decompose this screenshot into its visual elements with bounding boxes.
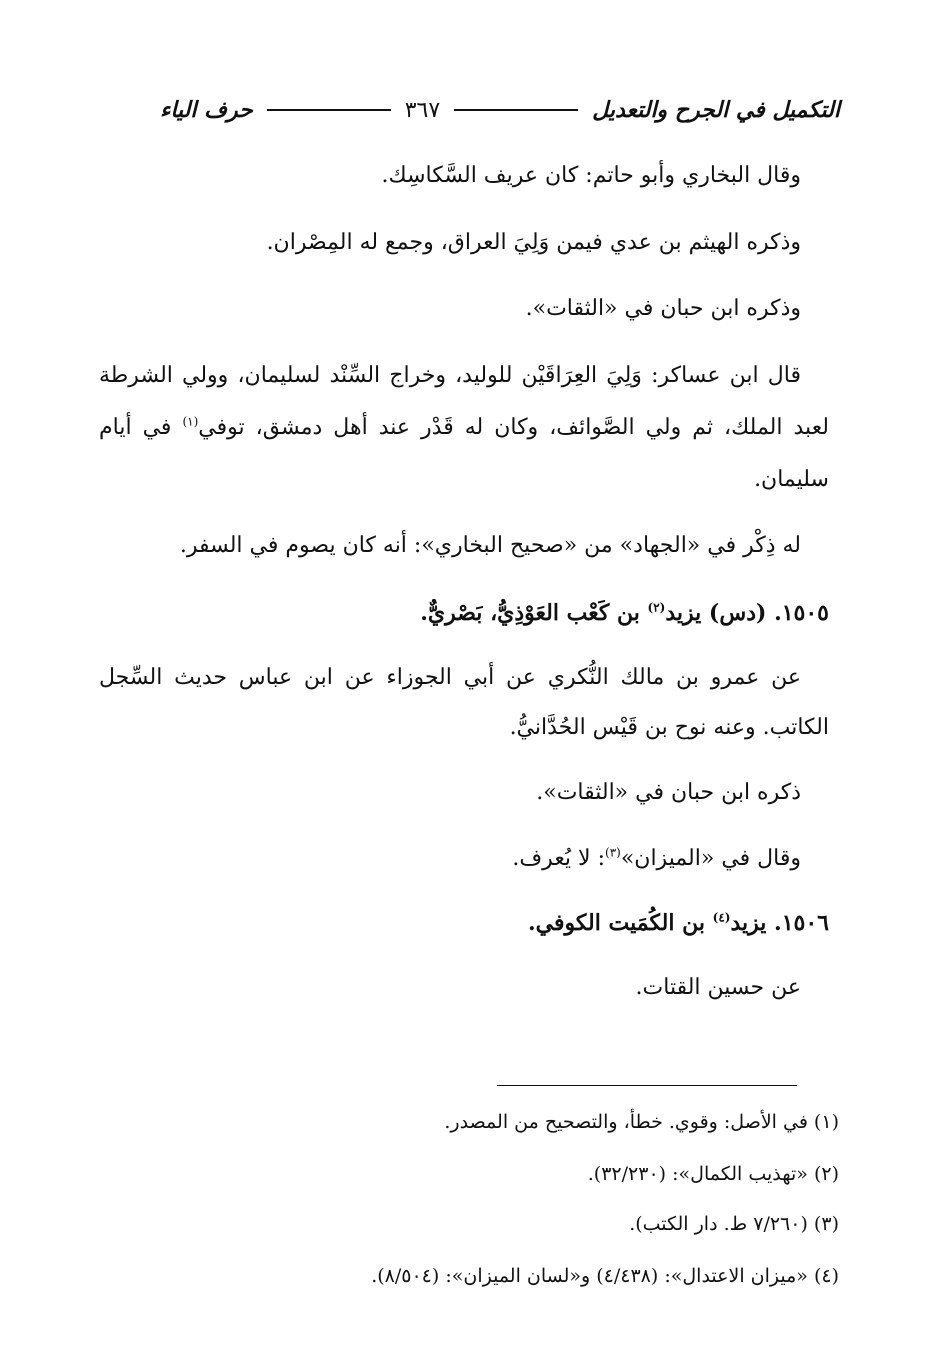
page-number: ٣٦٧ xyxy=(404,97,441,123)
header-divider xyxy=(454,109,578,111)
footnote-3: (٣) (٧/٢٦٠ ط. دار الكتب). xyxy=(629,1213,839,1235)
entry-title: ١٥٠٥. (دس) يزيد xyxy=(665,600,829,626)
footnote-ref[interactable]: (٢) xyxy=(647,600,666,615)
text-line: ذكره ابن حبان في «الثقات». xyxy=(536,780,801,805)
entry-heading-1505 xyxy=(99,597,829,629)
text-line xyxy=(71,843,829,875)
entry-title: بن الكُمَيت الكوفي. xyxy=(528,910,713,936)
text-line xyxy=(99,412,829,444)
text-line: وذكره ابن حبان في «الثقات». xyxy=(525,296,801,321)
header-divider xyxy=(267,109,391,111)
entry-title: بن كَعْب العَوْذِيُّ، بَصْريٌّ. xyxy=(420,600,648,626)
text-line: وقال البخاري وأبو حاتم: كان عريف السَّكاسِك. xyxy=(381,163,801,188)
text-run: وقال في «الميزان» xyxy=(620,846,801,871)
footnote-separator xyxy=(497,1085,797,1086)
footnote-ref[interactable]: (١) xyxy=(182,414,199,429)
text-line: له ذِكْر في «الجهاد» من «صحيح البخاري»: أنه كان يصوم في السفر. xyxy=(179,533,801,558)
entry-heading-1506 xyxy=(99,907,829,939)
footnote-4: (٤) «ميزان الاعتدال»: (٤/٤٣٨) و«لسان الميزان»: (٨/٥٠٤). xyxy=(371,1265,839,1287)
footnote-ref[interactable]: (٤) xyxy=(712,910,731,925)
text-line: عن عمرو بن مالك النُّكري عن أبي الجوزاء عن ابن عباس حديث السِّجل xyxy=(99,665,801,690)
text-line: سليمان. xyxy=(754,467,829,492)
footnote-1: (١) في الأصل: وقوي. خطأ، والتصحيح من المصدر. xyxy=(444,1111,839,1133)
text-run: لعبد الملك، ثم ولي الصَّوائف، وكان له قَدْر عند أهل دمشق، توفي xyxy=(198,415,830,440)
footnote-ref[interactable]: (٣) xyxy=(605,845,621,860)
text-run: في أيام xyxy=(99,415,183,440)
text-line: وذكره الهيثم بن عدي فيمن وَلِيَ العراق، وجمع له المِصْران. xyxy=(266,230,801,255)
header-book-title: التكميل في الجرح والتعديل xyxy=(592,97,840,123)
page-header xyxy=(160,90,840,130)
text-run: : لا يُعرف. xyxy=(512,846,605,871)
entry-title: ١٥٠٦. يزيد xyxy=(730,910,829,936)
text-line: الكاتب. وعنه نوح بن قَيْس الحُدَّانيُّ. xyxy=(509,715,829,740)
header-chapter-title: حرف الياء xyxy=(159,97,253,123)
text-line: قال ابن عساكر: وَلِيَ العِرَاقَيْن للوليد، وخراج السِّنْد لسليمان، وولي الشرطة xyxy=(99,363,801,388)
text-line: عن حسين القتات. xyxy=(635,975,801,1000)
footnote-2: (٢) «تهذيب الكمال»: (٣٢/٢٣٠). xyxy=(587,1163,839,1185)
